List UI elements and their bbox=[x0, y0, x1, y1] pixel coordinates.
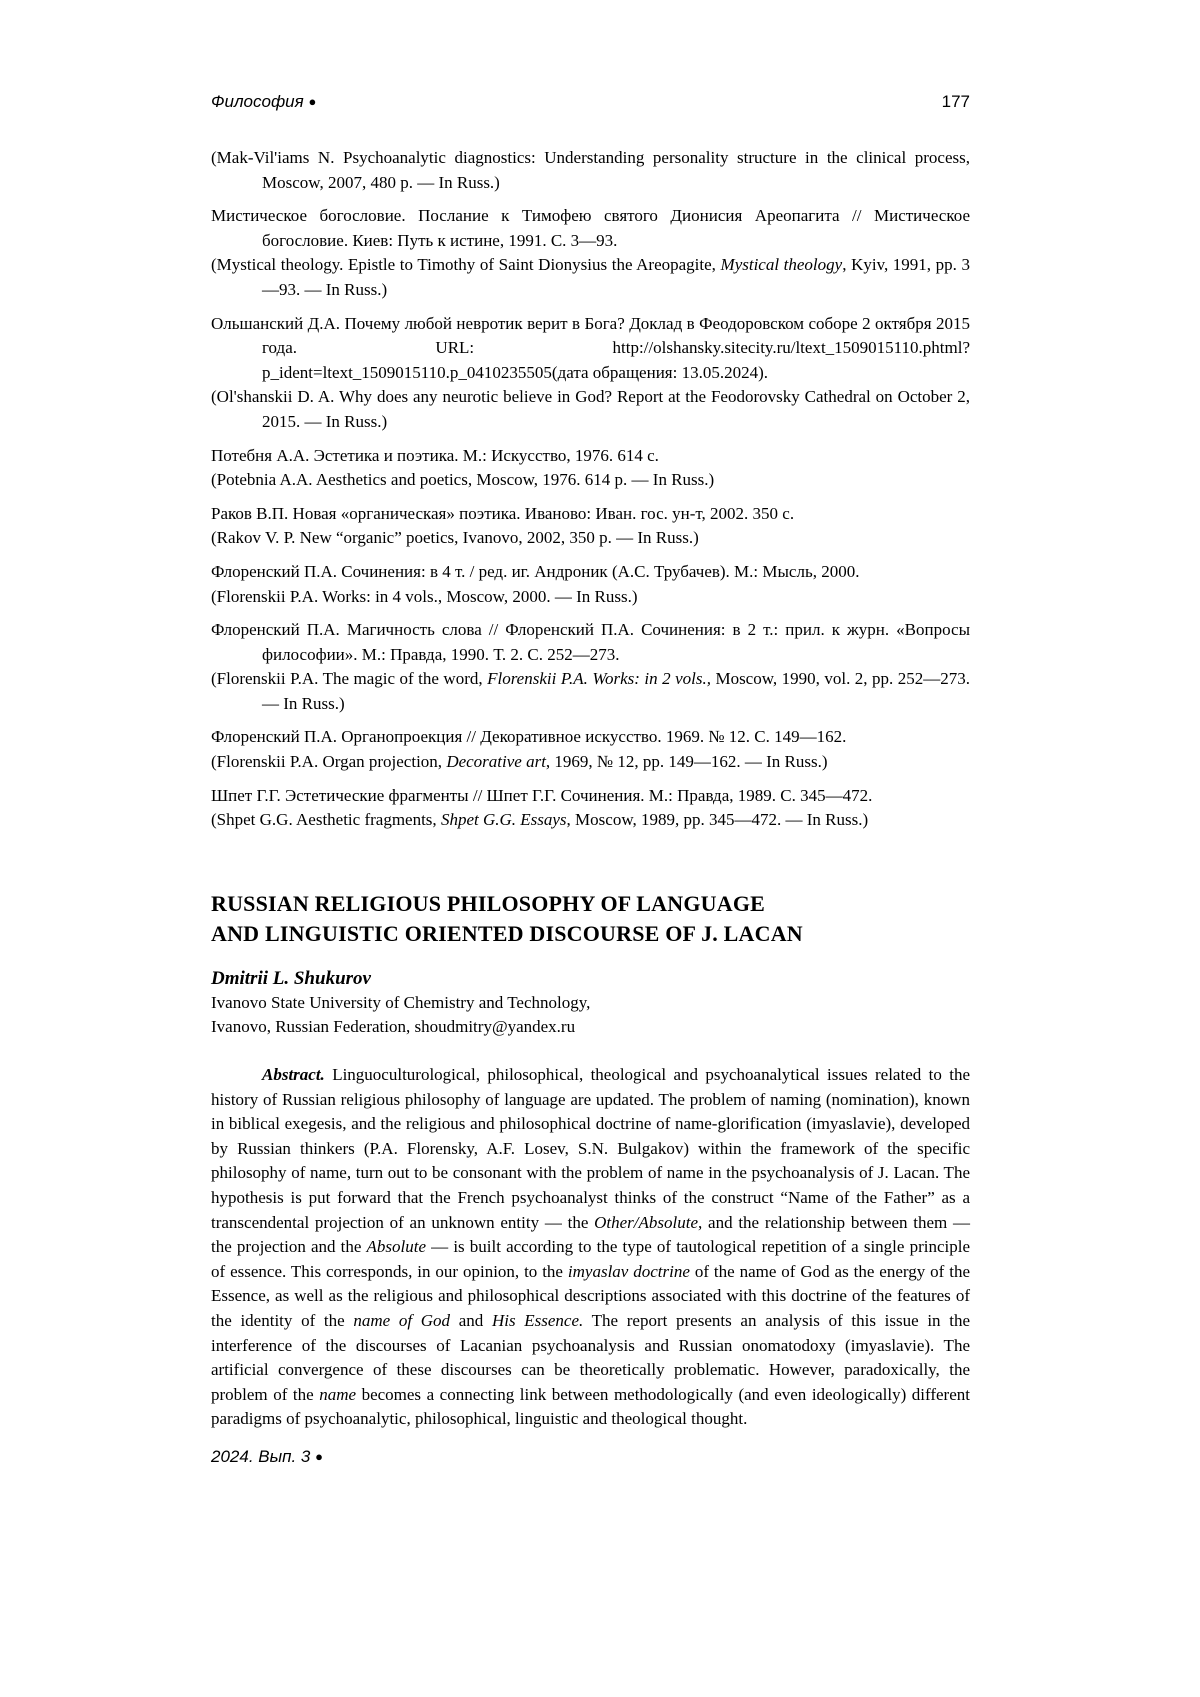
reference-russian: Потебня А.А. Эстетика и поэтика. М.: Искусство, 1976. 614 с. bbox=[211, 445, 659, 465]
reference-entry bbox=[211, 725, 970, 774]
affiliation-line-1: Ivanovo State University of Chemistry and Technology, bbox=[211, 992, 591, 1012]
reference-translation: (Mystical theology. Epistle to Timothy of Saint Dionysius the Areopagite, Mystical theology, Kyiv, 1991, pp. 3—93. — In Russ.) bbox=[211, 255, 971, 299]
article-title-line-2: AND LINGUISTIC ORIENTED DISCOURSE OF J. LACAN bbox=[211, 920, 803, 946]
issue-label: 2024. Вып. 3 bbox=[211, 1447, 311, 1466]
affiliation-line-2: Ivanovo, Russian Federation, shoudmitry@yandex.ru bbox=[211, 1017, 576, 1037]
reference-entry bbox=[211, 560, 970, 609]
abstract-paragraph: Abstract. Linguoculturological, philosophical, theological and psychoanalytical issues related to the history of Russian religious philosophy of language are updated. The problem of naming (nomination), known in biblical exegesis, and the religious and philosophical doctrine of name-glorification (imyaslavie), developed by Russian thinkers (P.A. Florensky, A.F. Losev, S.N. Bulgakov) within the framework of the specific philosophy of name, turn out to be consonant with the problem of name in the psychoanalysis of J. Lacan. The hypothesis is put forward that the French psychoanalyst thinks of the construct “Name of the Father” as a transcendental projection of an unknown entity — the Other/Absolute, and the relationship between them — the projection and the Absolute — is built according to the type of tautological repetition of a single principle of essence. This corresponds, in our opinion, to the imyaslav doctrine of the name of God as the energy of the Essence, as well as the religious and philosophical descriptions associated with this doctrine of the features of the identity of the name of God and His Essence. The report presents an analysis of this issue in the interference of the discourses of Lacanian psychoanalysis and Russian onomatodoxy (imyaslavie). The artificial convergence of these discourses can be theoretically problematic. However, paradoxically, the problem of the name becomes a connecting link between methodologically (and even ideologically) different paradigms of psychoanalytic, philosophical, linguistic and theological thought. bbox=[211, 1065, 971, 1429]
reference-russian: Раков В.П. Новая «органическая» поэтика. Иваново: Иван. гос. ун-т, 2002. 350 с. bbox=[211, 503, 795, 523]
reference-translation: (Ol'shanskii D. A. Why does any neurotic believe in God? Report at the Feodorovsky Cathedral on October 2, 2015. — In Russ.) bbox=[211, 387, 970, 431]
reference-russian: Флоренский П.А. Сочинения: в 4 т. / ред. иг. Андроник (А.С. Трубачев). М.: Мысль, 2000. bbox=[211, 561, 860, 581]
page-number: 177 bbox=[941, 92, 970, 111]
author-affiliation bbox=[211, 991, 970, 1040]
bullet-icon: ● bbox=[315, 1449, 323, 1464]
reference-russian: Ольшанский Д.А. Почему любой невротик верит в Бога? Доклад в Феодоровском соборе 2 октября 2015 года. URL: http://olshansky.sitecity.ru/ltext_1509015110.phtml?p_ident=ltext_1509015110.p_0410235505(дата обращения: 13.05.2024). bbox=[211, 313, 970, 382]
reference-translation: (Mak-Vil'iams N. Psychoanalytic diagnostics: Understanding personality structure in the clinical process, Moscow, 2007, 480 p. — In Russ.) bbox=[211, 148, 970, 192]
reference-entry bbox=[211, 146, 970, 195]
reference-russian: Флоренский П.А. Магичность слова // Флоренский П.А. Сочинения: в 2 т.: прил. к журн. «Вопросы философии». М.: Правда, 1990. Т. 2. С. 252—273. bbox=[211, 620, 970, 664]
reference-entry bbox=[211, 312, 970, 435]
reference-translation: (Potebnia A.A. Aesthetics and poetics, Moscow, 1976. 614 p. — In Russ.) bbox=[211, 470, 715, 490]
reference-translation: (Florenskii P.A. Works: in 4 vols., Moscow, 2000. — In Russ.) bbox=[211, 586, 638, 606]
reference-translation: (Florenskii P.A. The magic of the word, Florenskii P.A. Works: in 2 vols., Moscow, 1990, vol. 2, pp. 252—273. — In Russ.) bbox=[211, 669, 971, 713]
author-name: Dmitrii L. Shukurov bbox=[211, 967, 371, 989]
reference-entry bbox=[211, 444, 970, 493]
reference-translation: (Rakov V. P. New “organic” poetics, Ivanovo, 2002, 350 p. — In Russ.) bbox=[211, 528, 699, 548]
article-title-line-1: RUSSIAN RELIGIOUS PHILOSOPHY OF LANGUAGE bbox=[211, 890, 766, 916]
bullet-icon: ● bbox=[308, 94, 317, 109]
reference-entry bbox=[211, 502, 970, 551]
article-title bbox=[211, 889, 970, 949]
journal-section-text: Философия bbox=[211, 92, 304, 111]
reference-russian: Шпет Г.Г. Эстетические фрагменты // Шпет Г.Г. Сочинения. М.: Правда, 1989. С. 345—472. bbox=[211, 785, 873, 805]
reference-russian: Мистическое богословие. Послание к Тимофею святого Дионисия Ареопагита // Мистическое богословие. Киев: Путь к истине, 1991. С. 3—93. bbox=[211, 206, 970, 250]
reference-translation: (Shpet G.G. Aesthetic fragments, Shpet G.G. Essays, Moscow, 1989, pp. 345—472. — In Russ.) bbox=[211, 810, 869, 830]
reference-russian: Флоренский П.А. Органопроекция // Декоративное искусство. 1969. № 12. С. 149—162. bbox=[211, 727, 847, 747]
reference-entry bbox=[211, 618, 970, 716]
reference-translation: (Florenskii P.A. Organ projection, Decorative art, 1969, № 12, pp. 149—162. — In Russ.) bbox=[211, 752, 828, 772]
page-header bbox=[211, 92, 970, 112]
references-list bbox=[211, 146, 970, 833]
page-body bbox=[211, 146, 970, 1432]
reference-entry bbox=[211, 204, 970, 302]
page-footer bbox=[211, 1447, 323, 1467]
journal-section-label bbox=[211, 92, 316, 112]
reference-entry bbox=[211, 784, 970, 833]
